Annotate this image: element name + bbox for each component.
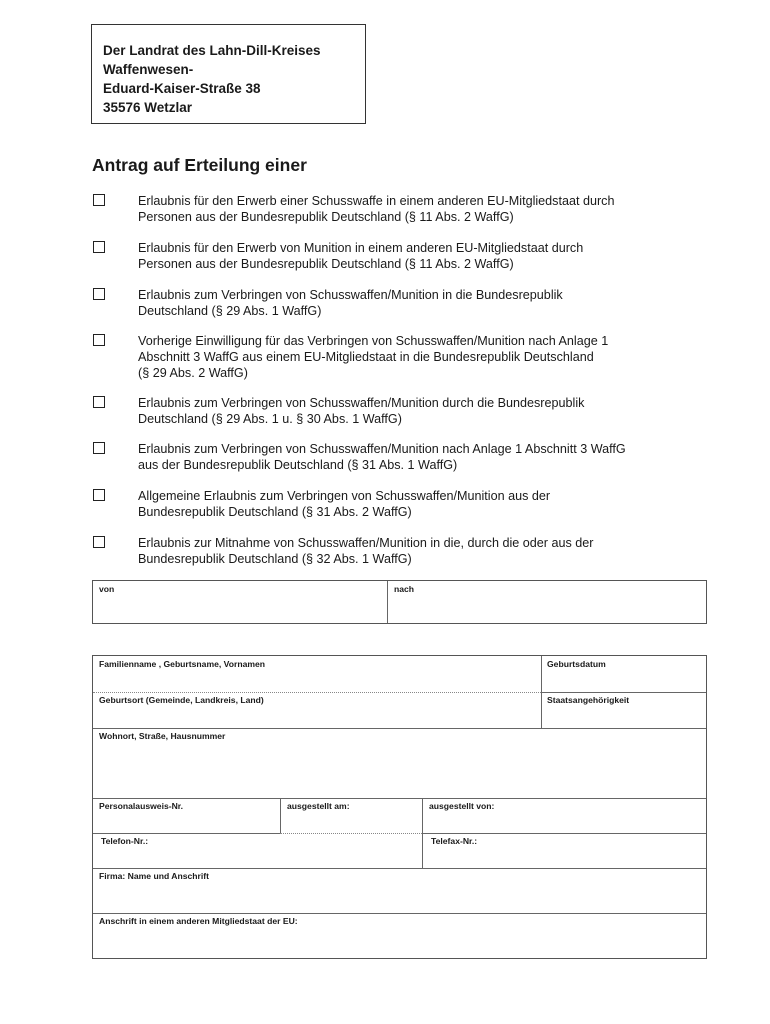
option-label-line: Erlaubnis zur Mitnahme von Schusswaffen/Munition in die, durch die oder aus der	[138, 536, 594, 550]
option-checkbox[interactable]	[93, 489, 105, 501]
issued-on-field[interactable]	[281, 798, 422, 833]
birthdate-field[interactable]	[541, 656, 706, 692]
id-number-label: Personalausweis-Nr.	[99, 801, 184, 811]
issued-by-field[interactable]	[423, 798, 706, 833]
option-label-line: Erlaubnis für den Erwerb von Munition in einem anderen EU-Mitgliedstaat durch	[138, 241, 584, 255]
option-label-line: Deutschland (§ 29 Abs. 1 u. § 30 Abs. 1 WaffG)	[138, 412, 402, 426]
residence-field[interactable]	[93, 728, 706, 798]
fax-label: Telefax-Nr.:	[431, 836, 478, 846]
option-label	[138, 395, 698, 427]
issued-on-label: ausgestellt am:	[287, 801, 350, 811]
option-label	[138, 535, 698, 567]
birthdate-label: Geburtsdatum	[547, 659, 606, 669]
phone-field[interactable]	[95, 833, 422, 868]
option-label-line: Allgemeine Erlaubnis zum Verbringen von Schusswaffen/Munition aus der	[138, 489, 551, 503]
eu-address-label: Anschrift in einem anderen Mitgliedstaat der EU:	[99, 916, 298, 926]
birthplace-label: Geburtsort (Gemeinde, Landkreis, Land)	[99, 695, 264, 705]
option-checkbox[interactable]	[93, 241, 105, 253]
recipient-address-box	[91, 24, 366, 124]
option-label-line: Erlaubnis für den Erwerb einer Schusswaffe in einem anderen EU-Mitgliedstaat durch	[138, 194, 615, 208]
option-label	[138, 333, 698, 381]
address-line-4: 35576 Wetzlar	[103, 100, 193, 115]
option-checkbox[interactable]	[93, 288, 105, 300]
von-label: von	[99, 584, 115, 594]
residence-label: Wohnort, Straße, Hausnummer	[99, 731, 226, 741]
option-checkbox[interactable]	[93, 334, 105, 346]
option-label	[138, 488, 698, 520]
nach-field[interactable]	[388, 581, 706, 623]
nach-label: nach	[394, 584, 415, 594]
option-label	[138, 287, 698, 319]
company-field[interactable]	[93, 868, 706, 913]
issued-by-label: ausgestellt von:	[429, 801, 495, 811]
name-field[interactable]	[93, 656, 541, 692]
fax-field[interactable]	[425, 833, 706, 868]
option-label	[138, 441, 698, 473]
von-field[interactable]	[93, 581, 387, 623]
option-label-line: Bundesrepublik Deutschland (§ 32 Abs. 1 WaffG)	[138, 552, 412, 566]
option-label-line: Abschnitt 3 WaffG aus einem EU-Mitgliedstaat in die Bundesrepublik Deutschland	[138, 350, 594, 364]
birthplace-field[interactable]	[93, 692, 541, 728]
option-label-line: (§ 29 Abs. 2 WaffG)	[138, 366, 248, 380]
form-title: Antrag auf Erteilung einer	[92, 155, 307, 175]
option-label-line: aus der Bundesrepublik Deutschland (§ 31 Abs. 1 WaffG)	[138, 458, 458, 472]
eu-address-field[interactable]	[93, 913, 706, 958]
address-line-1: Der Landrat des Lahn-Dill-Kreises	[103, 43, 321, 58]
name-label: Familienname , Geburtsname, Vornamen	[99, 659, 266, 669]
option-label-line: Personen aus der Bundesrepublik Deutschland (§ 11 Abs. 2 WaffG)	[138, 257, 514, 271]
option-checkbox[interactable]	[93, 396, 105, 408]
personal-data-form	[92, 655, 707, 959]
option-label-line: Bundesrepublik Deutschland (§ 31 Abs. 2 WaffG)	[138, 505, 412, 519]
option-label-line: Vorherige Einwilligung für das Verbringen von Schusswaffen/Munition nach Anlage 1	[138, 334, 609, 348]
nationality-label: Staatsangehörigkeit	[547, 695, 630, 705]
phone-label: Telefon-Nr.:	[101, 836, 149, 846]
address-line-2: Waffenwesen-	[103, 62, 194, 77]
nationality-field[interactable]	[541, 692, 706, 728]
address-line-3: Eduard-Kaiser-Straße 38	[103, 81, 261, 96]
option-label-line: Personen aus der Bundesrepublik Deutschland (§ 11 Abs. 2 WaffG)	[138, 210, 514, 224]
option-checkbox[interactable]	[93, 442, 105, 454]
route-box	[92, 580, 707, 624]
option-label-line: Deutschland (§ 29 Abs. 1 WaffG)	[138, 304, 322, 318]
option-label	[138, 193, 698, 225]
company-label: Firma: Name und Anschrift	[99, 871, 209, 881]
option-checkbox[interactable]	[93, 536, 105, 548]
option-label-line: Erlaubnis zum Verbringen von Schusswaffen/Munition in die Bundesrepublik	[138, 288, 563, 302]
id-number-field[interactable]	[93, 798, 280, 833]
option-label-line: Erlaubnis zum Verbringen von Schusswaffen/Munition durch die Bundesrepublik	[138, 396, 585, 410]
option-label-line: Erlaubnis zum Verbringen von Schusswaffen/Munition nach Anlage 1 Abschnitt 3 WaffG	[138, 442, 626, 456]
option-label	[138, 240, 698, 272]
option-checkbox[interactable]	[93, 194, 105, 206]
